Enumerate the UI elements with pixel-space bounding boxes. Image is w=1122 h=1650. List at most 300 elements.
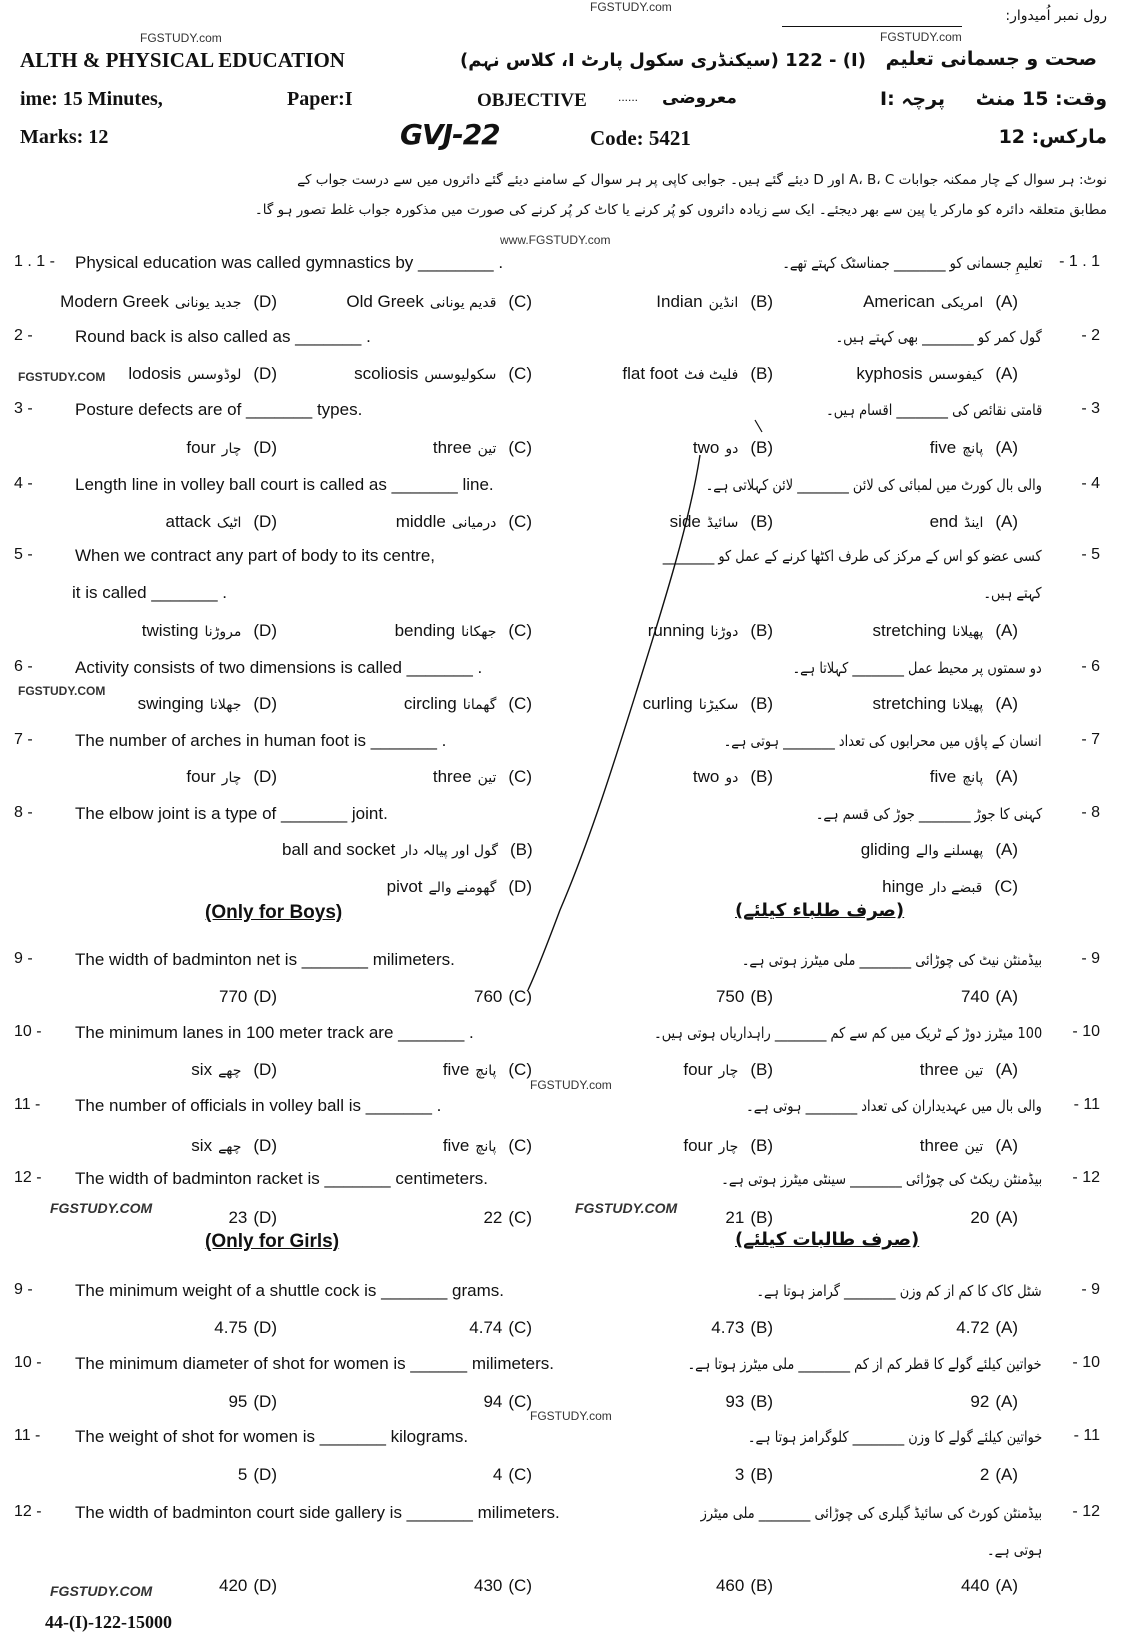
- question-text-ur: دو سمتوں پر محیط عمل ________ کہلاتا ہے۔: [792, 659, 1042, 677]
- answer-option[interactable]: [27, 1576, 277, 1596]
- handwritten-mark: GVJ-22: [400, 118, 500, 151]
- option-text-ur: جھلانا: [209, 697, 242, 713]
- option-label: (C): [508, 1318, 532, 1337]
- option-text-en: 460: [715, 1576, 745, 1595]
- question-text-ur: والی بال کورٹ میں لمبائی کی لائن ________ لائن کہلاتی ہے۔: [705, 476, 1042, 494]
- option-text-ur: درمیانی: [451, 515, 497, 531]
- option-text-en: 93: [725, 1392, 745, 1411]
- question-text-ur: قامتی نقائص کی ________ اقسام ہیں۔: [825, 401, 1042, 419]
- question-number-ur: - 10: [1072, 1023, 1100, 1040]
- answer-option[interactable]: [282, 987, 532, 1007]
- answer-option[interactable]: [768, 694, 1018, 714]
- question-number-ur: - 3: [1081, 400, 1100, 417]
- option-text-en: 23: [228, 1208, 248, 1227]
- option-text-en: lodosis: [128, 364, 182, 383]
- option-text-en: four: [683, 1060, 713, 1079]
- option-text-ur: اینڈ: [963, 515, 984, 531]
- option-text-en: 440: [960, 1576, 990, 1595]
- answer-option[interactable]: [768, 877, 1018, 897]
- option-text-ur: پھیلانا: [952, 624, 984, 640]
- answer-option[interactable]: [768, 840, 1018, 860]
- option-text-ur: چھے: [218, 1139, 242, 1155]
- option-label: (D): [508, 877, 532, 896]
- answer-option[interactable]: [27, 1318, 277, 1338]
- question-number-en: 11 -: [14, 1427, 41, 1444]
- option-text-en: two: [692, 438, 720, 457]
- question-number-en: 9 -: [14, 1281, 33, 1298]
- option-text-en: six: [191, 1060, 213, 1079]
- option-text-en: five: [929, 767, 957, 786]
- section-girls-ur: (صرف طالبات کیلئے): [735, 1229, 920, 1250]
- option-text-en: three: [432, 438, 472, 457]
- option-label: (C): [994, 877, 1018, 896]
- option-label: (A): [995, 1208, 1018, 1227]
- question-number-en: 9 -: [14, 950, 33, 967]
- option-label: (A): [995, 1136, 1018, 1155]
- option-text-en: 760: [474, 987, 503, 1006]
- question-text-ur: کہنی کا جوڑ ________ جوڑ کی قسم ہے۔: [815, 805, 1042, 823]
- answer-option[interactable]: [523, 292, 773, 312]
- option-text-ur: چار: [221, 770, 242, 786]
- answer-option[interactable]: [27, 292, 277, 312]
- question-text-en: The minimum lanes in 100 meter track are _______ .: [75, 1023, 474, 1042]
- answer-option[interactable]: [27, 1060, 277, 1080]
- option-text-en: flat foot: [622, 364, 679, 383]
- option-label: (D): [253, 621, 277, 640]
- option-label: (D): [253, 1576, 277, 1595]
- option-label: (C): [508, 292, 532, 311]
- answer-option[interactable]: [523, 1318, 773, 1338]
- question-text-ur: گول کمر کو ________ بھی کہتے ہیں۔: [835, 328, 1042, 346]
- question-text-ur: بیڈمنٹن ریکٹ کی چوڑائی ________ سینٹی میٹرز ہوتی ہے۔: [721, 1170, 1042, 1188]
- question-text-en: Posture defects are of _______ types.: [75, 400, 363, 419]
- option-label: (A): [995, 987, 1018, 1006]
- option-label: (B): [750, 621, 773, 640]
- option-text-ur: انڈین: [708, 295, 739, 311]
- option-text-en: 420: [219, 1576, 248, 1595]
- option-label: (C): [508, 1136, 532, 1155]
- answer-option[interactable]: [768, 987, 1018, 1007]
- answer-option[interactable]: [282, 1392, 532, 1412]
- option-text-en: 22: [483, 1208, 503, 1227]
- watermark: FGSTUDY.COM: [18, 370, 106, 384]
- answer-option[interactable]: [768, 767, 1018, 787]
- answer-option[interactable]: [27, 1392, 277, 1412]
- question-number-ur: - 11: [1073, 1427, 1100, 1444]
- section-boys-ur: (صرف طلباء کیلئے): [735, 900, 905, 921]
- question-text-en: The minimum diameter of shot for women is ______ milimeters.: [75, 1354, 555, 1373]
- option-label: (A): [995, 1318, 1018, 1337]
- option-label: (D): [253, 1318, 277, 1337]
- option-text-ur: گول اور پیالہ دار: [401, 843, 498, 859]
- question-number-ur: - 1 . 1: [1059, 253, 1100, 270]
- answer-option[interactable]: [523, 512, 773, 532]
- option-label: (D): [253, 364, 277, 383]
- option-text-en: kyphosis: [856, 364, 923, 383]
- question-number-ur: - 10: [1072, 1354, 1100, 1371]
- question-text-en: The elbow joint is a type of _______ joint.: [75, 804, 388, 823]
- option-label: (A): [995, 292, 1018, 311]
- option-label: (A): [995, 1392, 1018, 1411]
- option-label: (B): [750, 1576, 773, 1595]
- question-number-ur: - 9: [1081, 1281, 1100, 1298]
- option-text-en: attack: [165, 512, 211, 531]
- answer-option[interactable]: [768, 364, 1018, 384]
- section-boys-en: (Only for Boys): [205, 902, 343, 923]
- option-label: (A): [995, 1465, 1018, 1484]
- option-text-en: 4.72: [956, 1318, 990, 1337]
- answer-option[interactable]: [768, 1136, 1018, 1156]
- option-text-en: stretching: [872, 694, 947, 713]
- option-label: (A): [995, 1060, 1018, 1079]
- option-text-en: six: [191, 1136, 213, 1155]
- option-text-en: 94: [483, 1392, 503, 1411]
- answer-option[interactable]: [282, 438, 532, 458]
- answer-option[interactable]: [282, 1318, 532, 1338]
- question-text-ur: 100 میٹرز دوڑ کے ٹریک میں کم سے کم ________ راہداریاں ہوتی ہیں۔: [653, 1024, 1042, 1042]
- option-text-ur: قبضے دار: [929, 880, 983, 896]
- answer-option[interactable]: [282, 1136, 532, 1156]
- marks-ur: مارکس: 12: [998, 126, 1107, 148]
- dots: ......: [618, 90, 639, 104]
- option-text-ur: لوڈوسس: [187, 367, 242, 383]
- option-label: (B): [750, 364, 773, 383]
- question-number-ur: - 9: [1081, 950, 1100, 967]
- answer-option[interactable]: [282, 694, 532, 714]
- option-text-en: four: [683, 1136, 713, 1155]
- answer-option[interactable]: [768, 621, 1018, 641]
- option-text-ur: پھسلنے والے: [915, 843, 984, 859]
- option-label: (C): [508, 1576, 532, 1595]
- option-label: (C): [508, 1465, 532, 1484]
- option-label: (A): [995, 512, 1018, 531]
- question-text-ur: والی بال میں عہدیداران کی تعداد ________ ہوتی ہے۔: [746, 1097, 1042, 1115]
- paper-code: Code: 5421: [590, 126, 691, 150]
- option-text-en: American: [863, 292, 935, 311]
- question-text-en: The weight of shot for women is _______ kilograms.: [75, 1427, 469, 1446]
- option-text-en: hinge: [882, 877, 924, 896]
- option-text-en: ball and socket: [282, 840, 396, 859]
- answer-option[interactable]: [768, 1392, 1018, 1412]
- answer-option[interactable]: [768, 1060, 1018, 1080]
- question-number-ur: - 2: [1081, 327, 1100, 344]
- option-text-ur: دوڑنا: [710, 624, 739, 640]
- answer-option[interactable]: [768, 1208, 1018, 1228]
- question-text-en: The minimum weight of a shuttle cock is _______ grams.: [75, 1281, 504, 1300]
- question-number-en: 10 -: [14, 1354, 42, 1371]
- question-number-ur: - 6: [1081, 658, 1100, 675]
- option-text-en: running: [647, 621, 705, 640]
- option-text-en: Modern Greek: [60, 292, 169, 311]
- answer-option[interactable]: [27, 364, 277, 384]
- answer-option[interactable]: [282, 877, 532, 897]
- option-text-ur: گھمانا: [462, 697, 497, 713]
- question-text-ur: بیڈمنٹن نیٹ کی چوڑائی ________ ملی میٹرز ہوتی ہے۔: [741, 951, 1042, 969]
- answer-option[interactable]: [27, 1136, 277, 1156]
- question-number-ur: - 11: [1073, 1096, 1100, 1113]
- option-text-ur: اٹیک: [216, 515, 242, 531]
- answer-option[interactable]: [282, 292, 532, 312]
- option-text-en: 5: [237, 1465, 248, 1484]
- question-text-en: Physical education was called gymnastics by ________ .: [75, 253, 504, 272]
- option-text-ur: جدید یونانی: [174, 295, 242, 311]
- option-text-ur: دو: [725, 770, 739, 786]
- option-text-ur: فلیٹ فٹ: [684, 367, 739, 383]
- option-text-ur: سکیڑنا: [698, 697, 739, 713]
- paper-en: Paper:I: [287, 88, 353, 110]
- option-label: (A): [995, 767, 1018, 786]
- watermark: FGSTUDY.COM: [18, 684, 106, 698]
- option-label: (A): [995, 694, 1018, 713]
- watermark: FGSTUDY.com: [140, 31, 222, 45]
- section-girls-en: (Only for Girls): [205, 1231, 340, 1252]
- option-text-ur: تین: [477, 770, 497, 786]
- answer-option[interactable]: [282, 621, 532, 641]
- option-label: (A): [995, 1576, 1018, 1595]
- option-label: (B): [750, 1136, 773, 1155]
- question-number-ur: - 12: [1072, 1503, 1100, 1520]
- option-label: (D): [253, 694, 277, 713]
- option-label: (A): [995, 438, 1018, 457]
- option-label: (B): [750, 512, 773, 531]
- answer-option[interactable]: [523, 694, 773, 714]
- option-text-en: pivot: [386, 877, 423, 896]
- answer-option[interactable]: [27, 621, 277, 641]
- question-number-en: 7 -: [14, 731, 33, 748]
- question-number-en: 8 -: [14, 804, 33, 821]
- option-text-en: four: [186, 438, 216, 457]
- question-number-ur: - 5: [1081, 546, 1100, 563]
- question-text-en: The number of officials in volley ball is _______ .: [75, 1096, 442, 1115]
- option-text-en: five: [442, 1060, 470, 1079]
- option-text-en: 750: [715, 987, 745, 1006]
- question-text-en: When we contract any part of body to its centre,: [75, 546, 436, 565]
- option-text-en: three: [919, 1136, 959, 1155]
- answer-option[interactable]: [523, 1060, 773, 1080]
- note-line-2: مطابق متعلقہ دائرہ کو مارکر یا پین سے بھر دیجئے۔ ایک سے زیادہ دائروں کو پُر کرنے یا کاٹ کر پُر کرنے کی صورت میں مذکورہ جواب غلط تصور ہو گا۔: [254, 202, 1107, 218]
- option-text-en: 4: [492, 1465, 503, 1484]
- option-label: (B): [750, 1392, 773, 1411]
- option-label: (C): [508, 987, 532, 1006]
- question-number-en: 10 -: [14, 1023, 42, 1040]
- option-text-en: four: [186, 767, 216, 786]
- answer-option[interactable]: [27, 767, 277, 787]
- option-text-ur: گھومنے والے: [428, 880, 497, 896]
- answer-option[interactable]: [523, 767, 773, 787]
- option-label: (B): [750, 767, 773, 786]
- question-number-en: 6 -: [14, 658, 33, 675]
- option-text-en: Old Greek: [346, 292, 424, 311]
- answer-option[interactable]: [523, 1392, 773, 1412]
- option-label: (D): [253, 1465, 277, 1484]
- option-text-en: 3: [734, 1465, 745, 1484]
- answer-option[interactable]: [523, 1208, 773, 1228]
- option-text-ur: پھیلانا: [952, 697, 984, 713]
- option-label: (D): [253, 292, 277, 311]
- option-label: (D): [253, 767, 277, 786]
- option-label: (B): [750, 987, 773, 1006]
- option-text-en: middle: [395, 512, 446, 531]
- option-label: (A): [995, 364, 1018, 383]
- question-text-en: Length line in volley ball court is called as _______ line.: [75, 475, 494, 494]
- option-text-ur: تین: [964, 1139, 984, 1155]
- option-label: (C): [508, 1060, 532, 1079]
- watermark: www.FGSTUDY.com: [500, 233, 611, 247]
- answer-option[interactable]: [27, 1208, 277, 1228]
- option-text-ur: قدیم یونانی: [429, 295, 497, 311]
- answer-option[interactable]: [282, 1576, 532, 1596]
- objective-en: OBJECTIVE: [477, 90, 587, 111]
- answer-option[interactable]: [27, 694, 277, 714]
- answer-option[interactable]: [523, 987, 773, 1007]
- answer-option[interactable]: [27, 1465, 277, 1485]
- marks-en: Marks: 12: [20, 126, 109, 148]
- option-text-en: 4.75: [214, 1318, 248, 1337]
- watermark: FGSTUDY.COM: [50, 1583, 153, 1599]
- option-label: (B): [750, 1060, 773, 1079]
- option-text-ur: کیفوسس: [928, 367, 984, 383]
- option-label: (C): [508, 767, 532, 786]
- question-number-en: 3 -: [14, 400, 33, 417]
- option-label: (A): [995, 621, 1018, 640]
- option-label: (D): [253, 438, 277, 457]
- option-label: (C): [508, 512, 532, 531]
- answer-option[interactable]: [282, 840, 532, 860]
- option-text-ur: جھکانا: [461, 624, 497, 640]
- answer-option[interactable]: [768, 512, 1018, 532]
- option-text-ur: دو: [725, 441, 739, 457]
- question-number-ur: - 4: [1081, 475, 1100, 492]
- subject-title-ur: صحت و جسمانی تعلیم: [885, 48, 1097, 70]
- option-text-ur: تین: [964, 1063, 984, 1079]
- option-text-ur: پانچ: [962, 441, 984, 457]
- option-label: (C): [508, 438, 532, 457]
- question-text-ur: کسی عضو کو اس کے مرکز کی طرف اکٹھا کرنے کے عمل کو ________: [663, 547, 1042, 565]
- option-text-ur: تین: [477, 441, 497, 457]
- question-number-en: 12 -: [14, 1169, 42, 1186]
- answer-option[interactable]: [768, 1318, 1018, 1338]
- option-text-ur: چار: [221, 441, 242, 457]
- question-text-ur: ہوتی ہے۔: [986, 1541, 1042, 1559]
- option-text-ur: مروڑنا: [204, 624, 242, 640]
- answer-option[interactable]: [27, 438, 277, 458]
- answer-option[interactable]: [523, 1136, 773, 1156]
- roll-number-label: رول نمبر اُمیدوار:: [1005, 8, 1107, 24]
- option-text-ur: پانچ: [475, 1063, 497, 1079]
- answer-option[interactable]: [27, 512, 277, 532]
- option-text-en: scoliosis: [354, 364, 419, 383]
- answer-option[interactable]: [768, 1576, 1018, 1596]
- question-text-ur: بیڈمنٹن کورٹ کی سائیڈ گیلری کی چوڑائی ________ ملی میٹرز: [700, 1504, 1042, 1522]
- answer-option[interactable]: [523, 1576, 773, 1596]
- watermark: FGSTUDY.com: [880, 30, 962, 44]
- option-text-en: circling: [403, 694, 457, 713]
- question-text-ur: خواتین کیلئے گولے کا قطر کم از کم ________ ملی میٹرز ہوتا ہے۔: [688, 1355, 1042, 1373]
- question-number-en: 1 . 1 -: [14, 253, 55, 270]
- option-label: (B): [750, 292, 773, 311]
- option-text-en: three: [919, 1060, 959, 1079]
- answer-option[interactable]: [768, 1465, 1018, 1485]
- paper-ur: پرچہ :I: [880, 88, 946, 110]
- option-text-en: 20: [970, 1208, 990, 1227]
- option-label: (B): [750, 1465, 773, 1484]
- watermark: FGSTUDY.com: [590, 0, 672, 14]
- subject-title-en: ALTH & PHYSICAL EDUCATION: [20, 48, 345, 72]
- question-text-en: The width of badminton court side gallery is _______ milimeters.: [75, 1503, 560, 1522]
- option-text-en: end: [929, 512, 958, 531]
- question-text-en: it is called _______ .: [72, 583, 227, 602]
- option-text-en: Indian: [656, 292, 703, 311]
- option-text-en: bending: [394, 621, 456, 640]
- option-text-ur: پانچ: [962, 770, 984, 786]
- note-line-1: نوٹ: ہر سوال کے چار ممکنہ جوابات A، B، C اور D دیئے گئے ہیں۔ جوابی کاپی پر ہر سوال کے سامنے دیئے گئے دائروں میں سے درست جواب کے: [297, 172, 1107, 188]
- option-text-en: twisting: [141, 621, 199, 640]
- option-text-en: 92: [970, 1392, 990, 1411]
- option-label: (B): [750, 1318, 773, 1337]
- option-text-en: 4.74: [469, 1318, 503, 1337]
- watermark: FGSTUDY.com: [530, 1409, 612, 1423]
- option-label: (C): [508, 694, 532, 713]
- question-number-en: 5 -: [14, 546, 33, 563]
- option-label: (B): [750, 1208, 773, 1227]
- answer-option[interactable]: [523, 1465, 773, 1485]
- option-text-en: five: [929, 438, 957, 457]
- question-text-ur: خواتین کیلئے گولے کا وزن ________ کلوگرامز ہوتا ہے۔: [747, 1428, 1042, 1446]
- option-text-ur: سکولیوسس: [424, 367, 497, 383]
- option-label: (B): [509, 840, 533, 859]
- option-text-en: three: [432, 767, 472, 786]
- option-label: (D): [253, 1208, 277, 1227]
- option-text-en: gliding: [860, 840, 910, 859]
- answer-option[interactable]: [768, 292, 1018, 312]
- answer-option[interactable]: [282, 1060, 532, 1080]
- option-text-en: stretching: [872, 621, 947, 640]
- watermark: FGSTUDY.COM: [50, 1200, 153, 1216]
- option-label: (D): [253, 987, 277, 1006]
- question-text-en: The width of badminton net is _______ milimeters.: [75, 950, 455, 969]
- answer-option[interactable]: [282, 1465, 532, 1485]
- option-label: (D): [253, 1136, 277, 1155]
- question-text-en: The width of badminton racket is _______ centimeters.: [75, 1169, 488, 1188]
- option-text-ur: چار: [718, 1139, 739, 1155]
- question-number-ur: - 7: [1081, 731, 1100, 748]
- option-text-ur: پانچ: [475, 1139, 497, 1155]
- option-label: (D): [253, 512, 277, 531]
- answer-option[interactable]: [282, 1208, 532, 1228]
- answer-option[interactable]: [27, 987, 277, 1007]
- question-number-en: 12 -: [14, 1503, 42, 1520]
- answer-option[interactable]: [282, 767, 532, 787]
- answer-option[interactable]: [523, 621, 773, 641]
- question-text-ur: شٹل کاک کا کم از کم وزن ________ گرامز ہوتا ہے۔: [756, 1282, 1042, 1300]
- roll-number-field: [782, 26, 962, 27]
- option-label: (C): [508, 1208, 532, 1227]
- option-label: (B): [750, 438, 773, 457]
- option-label: (C): [508, 1392, 532, 1411]
- answer-option[interactable]: [282, 512, 532, 532]
- answer-option[interactable]: [282, 364, 532, 384]
- answer-option[interactable]: [523, 438, 773, 458]
- answer-option[interactable]: [523, 364, 773, 384]
- answer-option[interactable]: [768, 438, 1018, 458]
- option-label: (D): [253, 1392, 277, 1411]
- question-text-ur: تعلیمِ جسمانی کو ________ جمناسٹک کہتے تھے۔: [781, 254, 1042, 272]
- question-text-en: Round back is also called as _______ .: [75, 327, 371, 346]
- watermark: FGSTUDY.COM: [575, 1200, 678, 1216]
- paper-code-line: (I) - 122 (سیکنڈری سکول پارٹ I، کلاس نہم): [460, 50, 866, 71]
- question-number-en: 4 -: [14, 475, 33, 492]
- option-text-en: 770: [219, 987, 248, 1006]
